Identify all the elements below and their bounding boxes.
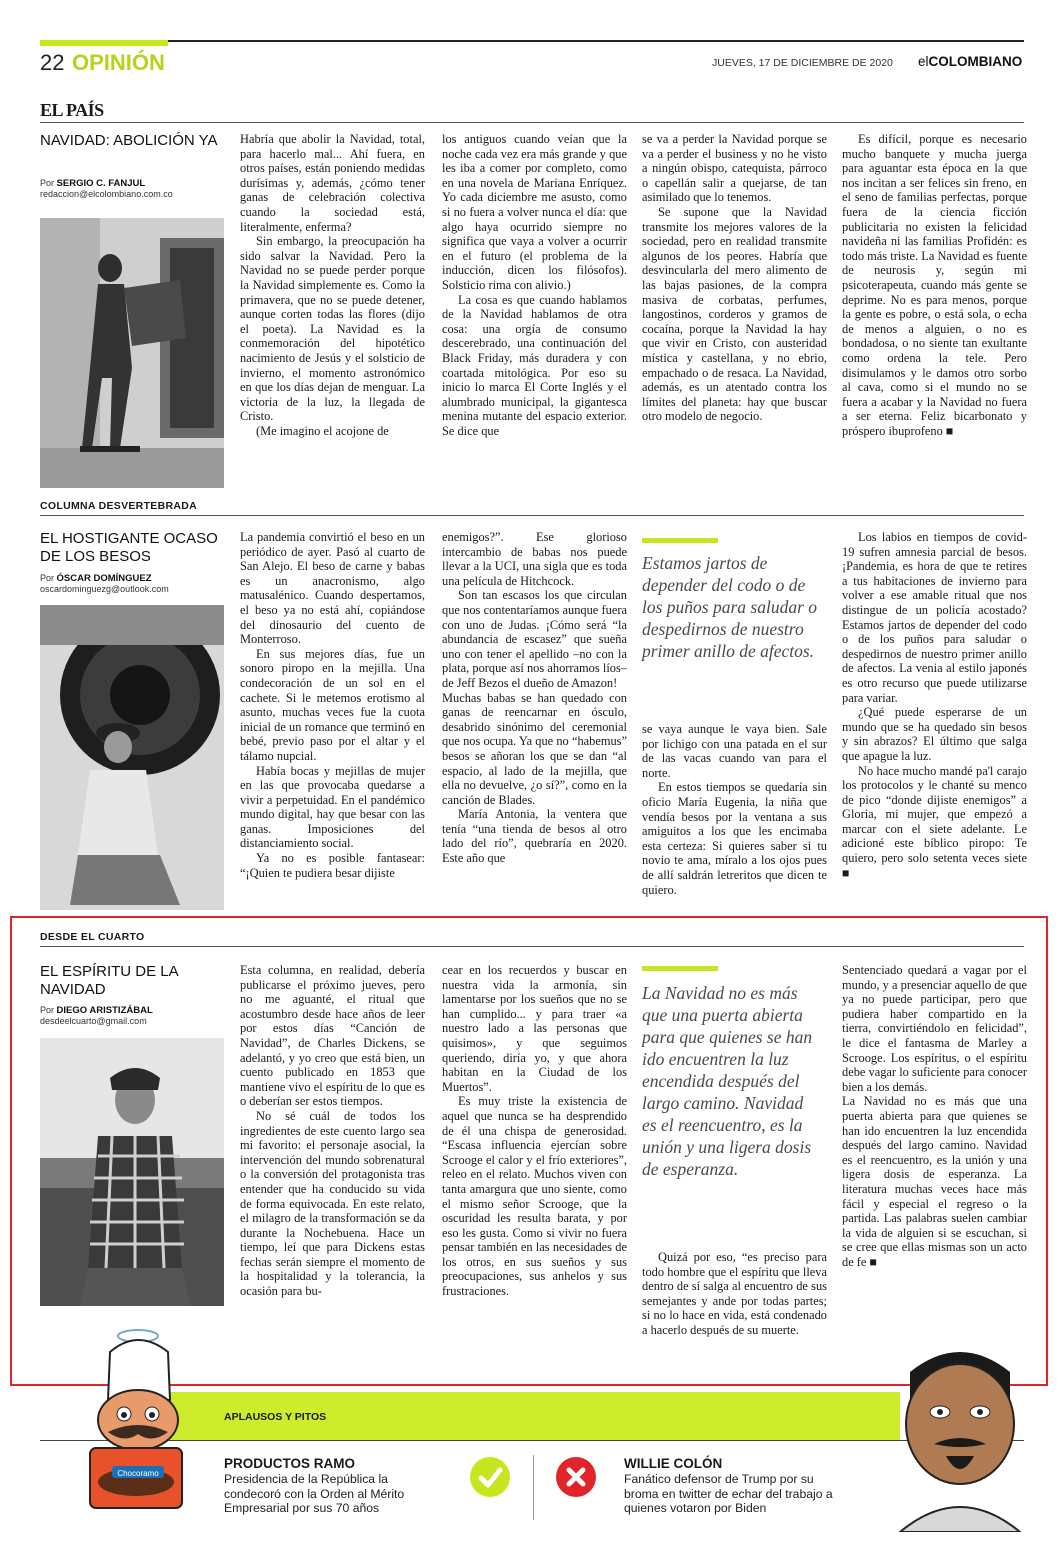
paragraph: En sus mejores días, fue un sonoro piropo en la mejilla. Una condecoración de un sol en el cachete. Si le metemos erotismo al asunto, muchas veces fue la cuota inicial de un romance que terminó en bebé, previo paso por el altar y el tálamo nupcial. bbox=[240, 646, 425, 763]
paragraph: Es muy triste la existencia de aquel que nunca se ha desprendido de él una chispa de generosidad. “Escasa influencia ejercían sobre Scrooge el calor y el frío exteriores”, releo en el relato. Muchos viven con tanta amargura que uno siente, como el mismo señor Scrooge, que la oscuridad les resulta barata, y por eso les gusta. Como si vivir no fuera pensar también en las necesidades de los otros, en sus sueños y sus preocupaciones, sus anhelos y sus frustraciones. bbox=[442, 1094, 627, 1299]
article3-kicker: DESDE EL CUARTO bbox=[40, 931, 145, 943]
paragraph: se va a perder la Navidad porque se va a perder el business y no he visto a ningún obispo, catequista, párroco o capellán salir a quejarse, de tan asimilado que lo tenemos. bbox=[642, 132, 827, 205]
paragraph: Los labios en tiempos de covid-19 sufren amnesia parcial de besos. ¡Pandemia, es hora de que te retires a tus habitaciones de invierno para volver a ese amable ritual que nos distingue de un policía acostado? Estamos jartos de depender del codo o de los puños para saludar o despedirnos de nuestro primer anillo de afectos. La venia al estilo japonés es otro recurso que puede utilizarse para variar. bbox=[842, 530, 1027, 705]
paragraph: La Navidad no es más que una puerta abierta para que quienes se han ido encuentren la luz encendida después del largo camino. Navidad es el reencuentro, es la unión y una ligera dosis de esperanza. La literatura muchas veces hace más fácil y especial el regreso o la partida. Las palabras suelen cambiar la vida de alguien si se escuchan, si se cree que ellas mismas son un acto de fe ■ bbox=[842, 1094, 1027, 1269]
brand-name: COLOMBIANO bbox=[928, 54, 1023, 69]
article2-rule bbox=[40, 515, 1024, 516]
applause-name: PRODUCTOS RAMO bbox=[224, 1456, 356, 1471]
whistle-text: Fanático defensor de Trump por su broma en twitter de echar del trabajo a quienes votaron por Biden bbox=[624, 1472, 833, 1515]
article1-column-4 bbox=[842, 132, 1027, 492]
article2-column-4 bbox=[842, 530, 1027, 910]
paragraph: Esta columna, en realidad, debería publicarse el próximo jueves, pero no me aguanté, el ritual que acostumbro desde hace años de leer por estos días “Canción de Navidad”, de Charles Dickens, se adelantó, y yo creo que está bien, un cuento publicado en 1853 que mantiene vivo el espíritu de lo que es o deberían ser estos tiempos. bbox=[240, 963, 425, 1109]
selection-highlight bbox=[10, 916, 1048, 1386]
paragraph: Se supone que la Navidad transmite los mejores valores de la sociedad, pero en realidad transmite algunos de los peores. Habría que desvincularla del mero alimento de las bajas pasiones, de la compra masiva de corbatas, perfumes, langostinos, corderos y gramos de cocaína, porque la Navidad la hay que vivir en Cristo, con austeridad mística y castellana, y no ebrio, empachado o de resaca. La Navidad, además, es un atentado contra los límites del planeta: hay que buscar otro modelo de negocio. bbox=[642, 204, 827, 424]
brand-logo bbox=[918, 54, 1022, 69]
paragraph: La pandemia convirtió el beso en un periódico de ayer. Pasó al cuarto de San Alejo. El beso de carne y babas es un anacronismo, algo matusalénico. Cuando despertamos, el beso ya no está ahí, copiándose del dinosaurio del cuento de Monterroso. bbox=[240, 530, 425, 647]
byline-prefix: Por bbox=[40, 1005, 55, 1015]
brand-prefix: el bbox=[918, 54, 929, 69]
byline-prefix: Por bbox=[40, 573, 55, 583]
author-name: ÓSCAR DOMÍNGUEZ bbox=[56, 573, 152, 584]
top-rule bbox=[40, 40, 1024, 42]
article1-column-3 bbox=[642, 132, 827, 492]
article1-headline: NAVIDAD: ABOLICIÓN YA bbox=[40, 132, 218, 149]
paragraph: los antiguos cuando veían que la noche cada vez era más grande y que les iba a comer por completo, como en una novela de Mariana Enríquez. Yo cada diciembre me asusto, como si no fuera a volver nunca el día: que algo haya ocurrido siempre no significa que vaya a volver a ocurrir en el futuro (el problema de la inducción, dicen los filósofos). Solsticio rima con alivio.) bbox=[442, 132, 627, 292]
source-tag: EL PAÍS bbox=[40, 100, 104, 120]
paragraph: Sin embargo, la preocupación ha sido salvar la Navidad. Pero la Navidad no se puede perder porque la Navidad simplemente es. Como la primavera, que no se puede detener, aunque corten todas las flores (dijo el poeta). La Navidad es la conmemoración del hipotético nacimiento de Jesús y el solsticio de invierno, el momento astronómico en que los días dejan de menguar. La victoria de la luz, la llegada de Cristo. bbox=[240, 234, 425, 424]
article1-byline bbox=[40, 178, 230, 200]
applause-text: Presidencia de la República la condecoró con la Orden al Mérito Empresarial por sus 70 años bbox=[224, 1472, 405, 1515]
paragraph: Muchas babas se han quedado con ganas de reencarnar en ósculo, desabrido sinónimo del ceremonial que nos ocupa. Ya que no “habemus” besos se añoran los que se dan “al espacio, al lado de la mejilla, que ella no devuelve, ¿o sí?”, como en la canción de Blades. bbox=[442, 690, 627, 807]
paragraph: Son tan escasos los que circulan que nos contentaríamos aunque fuera con uno de Judas. ¡Cómo será “la abundancia de escasez” que sueña uno con tener el apellido –no con la plata, porque así nos ahorramos líos– de Jeff Bezos el dueño de Amazon! bbox=[442, 588, 627, 690]
paragraph: No sé cuál de todos los ingredientes de este cuento largo sea mi favorito: el personaje asocial, la intervención del mundo sobrenatural o la conversión del protagonista tras entender que ha conducido su vida de forma equivocada. En este relato, el milagro de la transformación se da durante la Nochebuena. Hace un tiempo, leí que para Dickens estas fechas serán siempre el momento de la hospitalidad y la tolerancia, la ocasión para bu- bbox=[240, 1108, 425, 1299]
author-email[interactable]: oscardominguezg@outlook.com bbox=[40, 584, 169, 594]
page-number: 22 bbox=[40, 50, 65, 75]
article2-byline bbox=[40, 573, 230, 595]
caricature-chef bbox=[80, 1322, 230, 1522]
article2-column-2 bbox=[442, 530, 627, 910]
paragraph: Ya no es posible fantasear: “¡Quien te pudiera besar dijiste bbox=[240, 851, 425, 880]
paragraph: No hace mucho mandé pa'l carajo los protocolos y le chanté su menco de pico “donde dijiste enemigos” a Gloria, mi mujer, que empezó a marcar con el siete adelante. Le adicioné este bíblico piropo: Te quiero, pero solo setenta veces siete ■ bbox=[842, 763, 1027, 880]
date: JUEVES, 17 DE DICIEMBRE DE 2020 bbox=[712, 57, 893, 69]
paragraph: Sentenciado quedará a vagar por el mundo, y a presenciar aquello de que ya no puede participar, pero que pudiera haber compartido en la tierra, convirtiéndolo en felicidad”, le dice el fantasma de Marley a Scrooge. Los espíritus, o el espíritu debe vagar lo suficiente para conocer bien a los demás. bbox=[842, 963, 1027, 1094]
footer-divider bbox=[533, 1455, 534, 1520]
paragraph: cear en los recuerdos y buscar en nuestra vida la armonía, sin lamentarse por los sueños que no se han cumplido... y para traer «a nuestro lado a las personas que quisimos», y que seguimos queriendo, diría yo, y que ahora habitan en la Ciudad de los Muertos”. bbox=[442, 963, 627, 1094]
paragraph: (Me imagino el acojone de bbox=[256, 423, 389, 438]
article1-column-2 bbox=[442, 132, 627, 492]
paragraph: Había bocas y mejillas de mujer en las que provocaba quedarse a vivir a perpetuidad. En el pandémico mundo digital, hay que besar con las ganas. Imposiciones del distanciamiento social. bbox=[240, 763, 425, 851]
aplausos-title: APLAUSOS Y PITOS bbox=[224, 1411, 327, 1423]
byline-prefix: Por bbox=[40, 178, 55, 188]
paragraph: se vaya aunque le vaya bien. Sale por lichigo con una patada en el sur de las vacas cuando van para el norte. bbox=[642, 722, 827, 780]
paragraph: En estos tiempos se quedaría sin oficio María Eugenia, la niña que vendía besos por la ventana a sus amiguitos a los que les encimaba esta certeza: Si quieres saber si tu novio te ama, míralo a los ojos pues de allí saldrán letreritos que dicen te quiero. bbox=[642, 780, 827, 897]
check-icon bbox=[470, 1457, 510, 1497]
article3-headline: EL ESPÍRITU DE LA NAVIDAD bbox=[40, 963, 178, 998]
caricature-willie bbox=[880, 1332, 1040, 1532]
paragraph: enemigos?”. Ese glorioso intercambio de babas nos puede llevar a la UCI, una sigla que es toda una película de Hitchcock. bbox=[442, 530, 627, 588]
author-name: DIEGO ARISTIZÁBAL bbox=[56, 1005, 153, 1016]
article2-column-1 bbox=[240, 530, 425, 910]
paragraph: Es difícil, porque es necesario mucho banquete y mucha juerga para aguantar esta época en la que nos incitan a ser felices sin freno, en el seno de familias perfectas, porque fuera de la ciencia ficción publicitaria no existen la felicidad navideña ni las familias Profidén: es todo más triste. La Navidad es fuente de neurosis y, según mi psicoterapeuta, cuando más gente se deprime. No es para menos, porque la gente es pobre, o está sola, o echa de menos a alguien, o no es bondadosa, o no siente tan exultante como ordena la tele. Pero disimulamos y le damos otro sorbo al cava, como si el mundo no se fuera a acabar y la Navidad no fuera a ser eterna. Feliz bicarbonato y próspero ibuprofeno ■ bbox=[842, 132, 1027, 438]
author-photo-oscar bbox=[40, 605, 224, 910]
paragraph: Habría que abolir la Navidad, total, para hacerlo mal... Ahí fuera, en otros países, están poniendo medidas durísimas y, además, ¿cómo tener ganas de celebración colectiva cuando la sociedad está, literalmente, enferma? bbox=[240, 132, 425, 234]
article2-headline: EL HOSTIGANTE OCASO DE LOS BESOS bbox=[40, 530, 218, 565]
paragraph: Quizá por eso, “es preciso para todo hombre que el espíritu que lleva dentro de sí salga al encuentro de sus semejantes y ande por todas partes; si no lo hace en vida, está condenado a hacerlo después de su muerte. bbox=[642, 1250, 827, 1337]
top-accent bbox=[40, 40, 168, 46]
author-name: SERGIO C. FANJUL bbox=[56, 178, 146, 189]
statue-photo bbox=[40, 218, 224, 488]
source-rule bbox=[40, 122, 1024, 123]
paragraph: María Antonia, la ventera que tenía “una tienda de besos al otro lado del río”, quebraría en 2020. Este año que bbox=[442, 807, 627, 866]
x-icon bbox=[556, 1457, 596, 1497]
article2-column-3 bbox=[642, 722, 827, 910]
author-email[interactable]: desdeelcuarto@gmail.com bbox=[40, 1016, 147, 1026]
paragraph: ¿Qué puede esperarse de un mundo que se ha quedado sin besos y sin abrazos? El último que salga que apague la luz. bbox=[842, 705, 1027, 763]
article1-column-1 bbox=[240, 132, 425, 492]
paragraph: La cosa es que cuando hablamos de la Navidad hablamos de otra cosa: una orgía de consumo descerebrado, una continuación del Black Friday, más duradera y con coartada mitológica. Por eso su inicio lo marca El Corte Inglés y el alumbrado municipal, la gigantesca menina mutante del espacio exterior. Se dice que bbox=[442, 292, 627, 438]
article2-kicker: COLUMNA DESVERTEBRADA bbox=[40, 500, 197, 512]
whistle-name: WILLIE COLÓN bbox=[624, 1456, 723, 1471]
package-label: Chocoramo bbox=[117, 1469, 159, 1478]
pullquote-accent bbox=[642, 538, 718, 543]
article2-pullquote: Estamos jartos de depender del codo o de los puños para saludar o despedirnos de nuestro primer anillo de afectos. bbox=[642, 553, 818, 661]
author-email[interactable]: redaccion@elcolombiano.com.co bbox=[40, 189, 173, 199]
article3-pullquote: La Navidad no es más que una puerta abierta para que quienes se han ido encuentren la luz encendida después del largo camino. Navidad es el reencuentro, es la unión y una ligera dosis de esperanza. bbox=[642, 983, 813, 1179]
section-name: OPINIÓN bbox=[72, 50, 165, 75]
